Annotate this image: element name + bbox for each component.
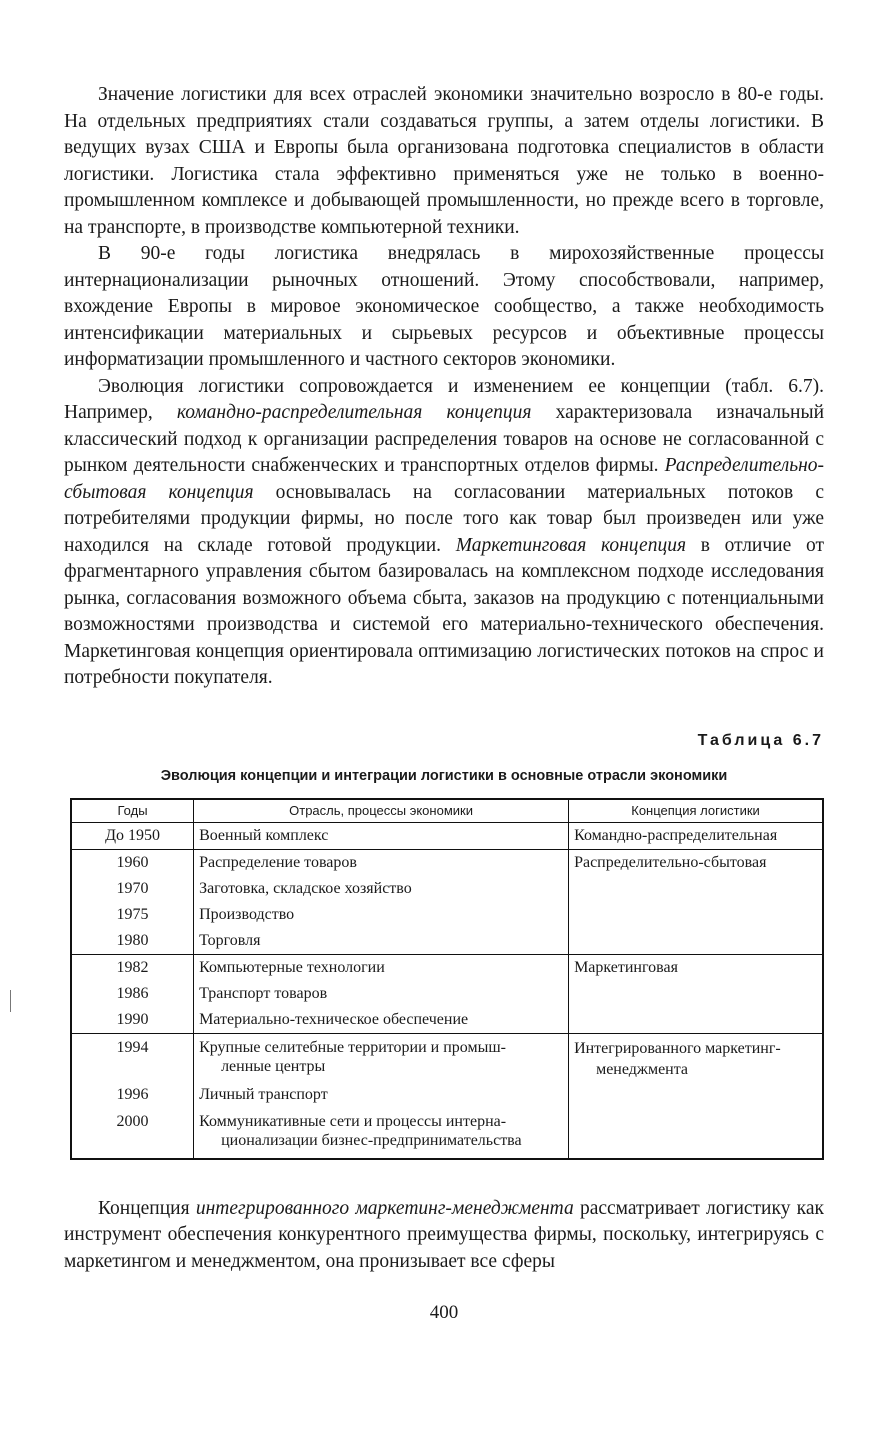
text-run: Концепция: [98, 1197, 196, 1219]
header-years: Годы: [71, 799, 194, 823]
paragraph-1: Значение логистики для всех отраслей экономики значительно возросло в 80-е годы. На отдельных предприятиях стали создаваться группы, а затем отделы логистики. В ведущих вузах США и Европы была организована подготовка специалистов в области логистики. Логистика стала эффективно применяться уже не только в военно-промышленном комплексе и добывающей промышленности, но прежде всего в торговле, на транспорте, в производстве компьютерной техники.: [64, 84, 824, 238]
table-row: [71, 822, 823, 849]
concept-cell: Распределительно-сбытовая: [574, 853, 767, 871]
sector-line: ционализации бизнес-предпринимательства: [221, 1131, 522, 1149]
sector-cell: Материально-техническое обеспечение: [199, 1010, 469, 1028]
italic-term: Маркетинговая концепция: [455, 534, 687, 556]
concept-line: менеджмента: [596, 1060, 689, 1078]
sector-cell: Торговля: [199, 931, 261, 949]
sector-cell: Компьютерные технологии: [199, 958, 385, 976]
year-cell: 1980: [116, 931, 149, 949]
sector-cell: [194, 1108, 568, 1158]
year-cell: 1990: [116, 1010, 149, 1028]
year-cell: 1994: [116, 1038, 149, 1056]
paragraph-4: [64, 1196, 824, 1276]
page-number: 400: [429, 1302, 459, 1323]
italic-term: интегрированного маркетинг-менеджмента: [195, 1197, 574, 1219]
year-cell: 1986: [116, 984, 149, 1002]
table-header-row: [71, 799, 823, 823]
text-run: рассматривает логистику как инструмент обеспечения конкурентного преимущества фирмы, поскольку, интегрируясь с маркетингом и менеджментом, она пронизывает все сферы: [64, 1197, 824, 1272]
evolution-table: [70, 798, 824, 1160]
table-row: [71, 954, 823, 1033]
year-cell: 1970: [116, 879, 149, 897]
table-number: Таблица 6.7: [697, 731, 824, 749]
italic-term: Распределительно-сбытовая концепция: [64, 455, 824, 503]
sector-cell: [194, 1034, 568, 1082]
sector-cell: Транспорт товаров: [199, 984, 328, 1002]
text-run: основывалась на согласовании материальных потоков с потребителями продукции фирмы, но после того как товар был произведен или уже находился на складе готовой продукции.: [64, 481, 824, 556]
table-row: [71, 1033, 823, 1159]
year-cell: 1982: [116, 958, 149, 976]
concept-line: Интегрированного маркетинг-: [574, 1039, 781, 1057]
table-row: [71, 849, 823, 954]
sector-cell: Распределение товаров: [199, 853, 357, 871]
page-content: [64, 82, 824, 1275]
header-concept: Концепция логистики: [569, 799, 823, 823]
text-run: в отличие от фрагментарного управления сбытом базировалась на комплексном подходе исследования рынка, согласования возможного объема сбыта, заказов на продукцию с потенциальными возможностями производства и системой его материально-технического обеспечения. Маркетинговая концепция ориентировала оптимизацию логистических потоков на спрос и потребности покупателя.: [64, 534, 824, 688]
text-run: Эволюция логистики сопровождается и изменением ее концепции (табл. 6.7). Например,: [64, 375, 824, 423]
margin-mark: [10, 990, 11, 1012]
concept-cell: [569, 1034, 822, 1084]
concept-cell: Командно-распределительная: [574, 826, 778, 844]
sector-cell: Военный комплекс: [199, 826, 329, 844]
sector-line: Коммуникативные сети и процессы интерна-: [199, 1112, 507, 1130]
year-cell: 1975: [116, 905, 149, 923]
sector-cell: Заготовка, складское хозяйство: [199, 879, 412, 897]
header-sector: Отрасль, процессы экономики: [194, 799, 569, 823]
italic-term: командно-распределительная концепция: [176, 402, 532, 423]
paragraph-2: В 90-е годы логистика внедрялась в мирохозяйственные процессы интернационализации рыночных отношений. Этому способствовали, например, вхождение Европы в мировое экономическое сообщество, а также необходимость интенсификации материальных и сырьевых ресурсов и объективные процессы информатизации промышленного и частного секторов экономики.: [64, 243, 824, 370]
paragraph-3: [64, 374, 824, 692]
sector-line: Крупные селитебные территории и промыш-: [199, 1038, 506, 1056]
sector-cell: Личный транспорт: [199, 1085, 328, 1103]
table-title: Эволюция концепции и интеграции логистики в основные отрасли экономики: [160, 767, 728, 784]
year-cell: 1960: [116, 853, 149, 871]
sector-cell: Производство: [199, 905, 295, 923]
year-cell: До 1950: [105, 826, 160, 844]
year-cell: 2000: [116, 1112, 149, 1130]
year-cell: 1996: [116, 1085, 149, 1103]
text-run: характеризовала изначальный классический подход к организации распределения товаров на основе не согласованной с рынком деятельности снабженческих и транспортных отделов фирмы.: [64, 402, 824, 476]
sector-line: ленные центры: [221, 1057, 326, 1075]
concept-cell: Маркетинговая: [574, 958, 678, 976]
